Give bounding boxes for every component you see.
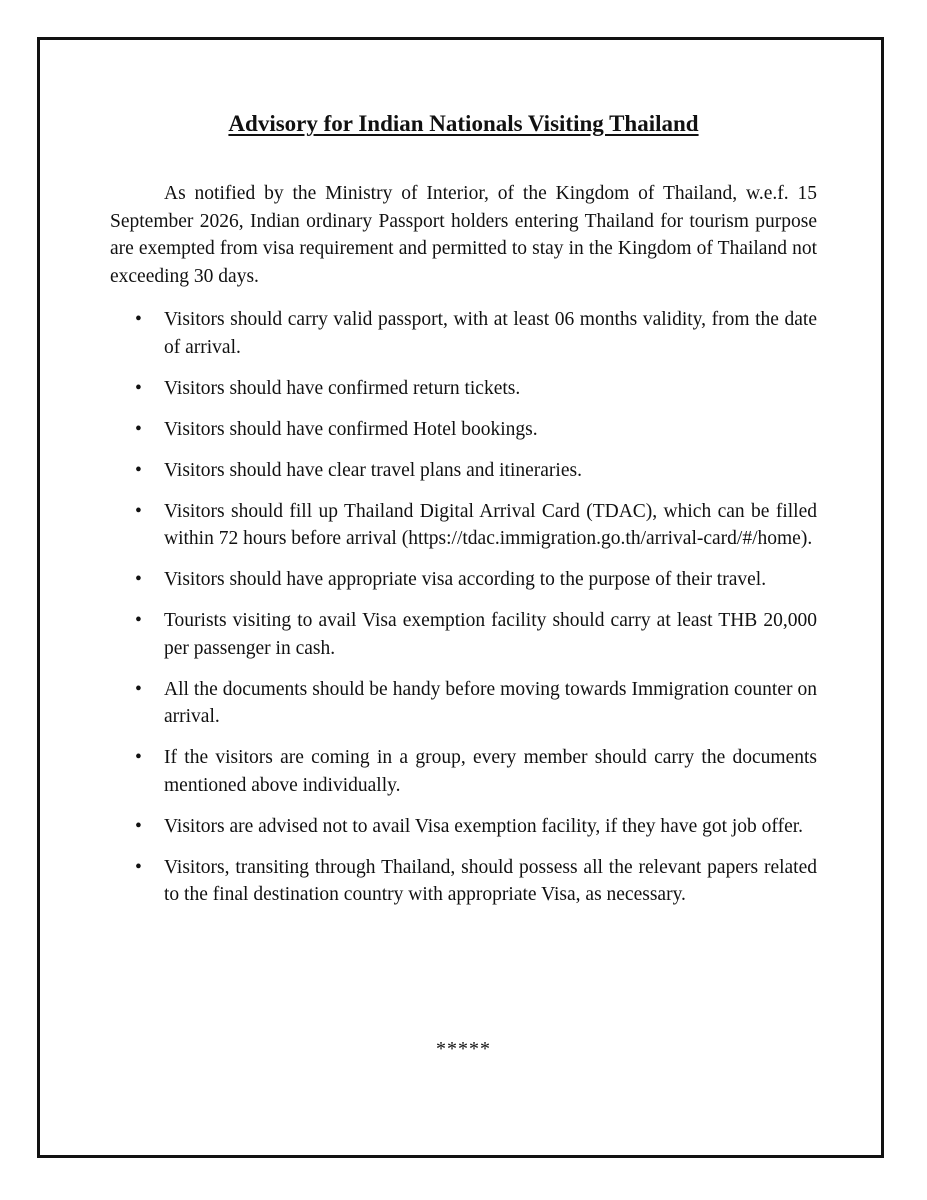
bullet-icon: • [135,500,142,522]
end-marker: ***** [436,1038,491,1060]
advisory-list [110,306,817,922]
list-item [110,457,817,485]
page-title: Advisory for Indian Nationals Visiting Thailand [228,111,699,136]
list-item [110,854,817,909]
bullet-icon: • [135,747,142,768]
list-item [110,566,817,594]
list-item [110,498,817,553]
list-item [110,813,817,841]
bullet-icon: • [135,418,142,440]
bullet-icon: • [135,459,142,481]
bullet-icon: • [135,856,142,878]
list-item [110,375,817,403]
bullet-icon: • [135,678,142,700]
list-item-text: If the visitors are coming in a group, every member should carry the documents mentioned above individually. [164,747,817,796]
list-item [110,607,817,662]
list-item-text: Visitors should have confirmed Hotel bookings. [164,418,538,440]
bullet-icon: • [135,309,142,330]
list-item [110,744,817,799]
list-item-text: Visitors are advised not to avail Visa exemption facility, if they have got job offer. [164,815,804,837]
intro-paragraph: As notified by the Ministry of Interior, of the Kingdom of Thailand, w.e.f. 15 September 2026, Indian ordinary Passport holders entering Thailand for tourism purpose are exempted from visa requirement and permitted to stay in the Kingdom of Thailand not exceeding 30 days. [110,183,817,287]
list-item-text: Visitors, transiting through Thailand, should possess all the relevant papers related to the final destination country with appropriate Visa, as necessary. [164,856,817,905]
list-item-text: Visitors should fill up Thailand Digital Arrival Card (TDAC), which can be filled within 72 hours before arrival (https://tdac.immigration.go.th/arrival-card/#/home). [164,500,817,549]
list-item-text: Tourists visiting to avail Visa exemption facility should carry at least THB 20,000 per passenger in cash. [164,610,817,659]
bullet-icon: • [135,569,142,590]
list-item-text: Visitors should have confirmed return tickets. [164,377,521,399]
list-item [110,306,817,361]
list-item-text: Visitors should have clear travel plans and itineraries. [164,459,582,481]
list-item-text: All the documents should be handy before moving towards Immigration counter on arrival. [164,678,817,727]
list-item [110,676,817,731]
list-item-text: Visitors should carry valid passport, with at least 06 months validity, from the date of arrival. [164,309,817,358]
bullet-icon: • [135,815,142,837]
list-item-text: Visitors should have appropriate visa according to the purpose of their travel. [164,569,767,590]
list-item [110,416,817,444]
bullet-icon: • [135,377,142,399]
bullet-icon: • [135,610,142,631]
